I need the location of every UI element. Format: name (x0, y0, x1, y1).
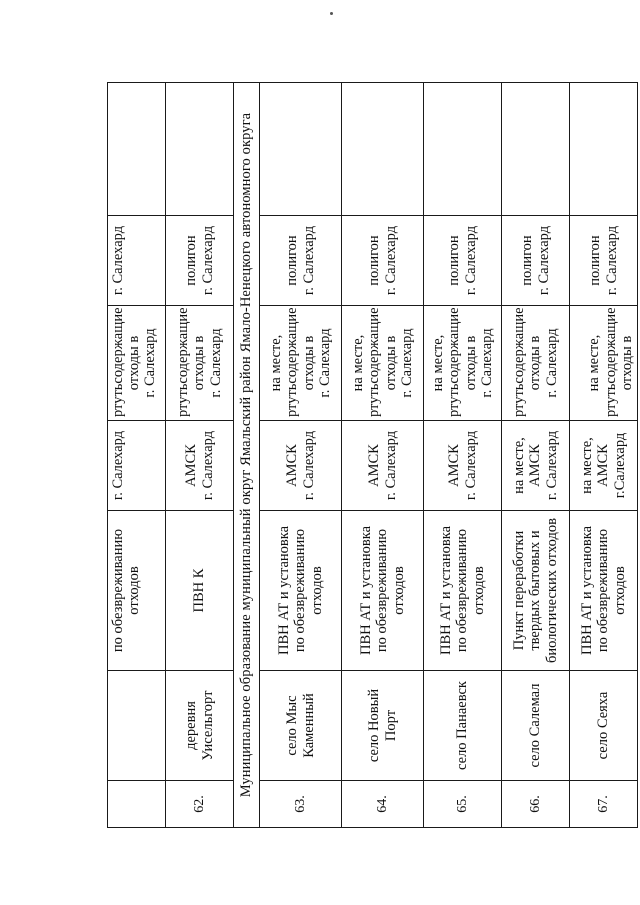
disposal-cell: полигон г. Салехард (502, 216, 570, 306)
object-cell: по обезвреживанию отходов (108, 511, 166, 671)
object-cell: Пункт переработки твердых бытовых и биологических отходов (502, 511, 570, 671)
row-number: 62. (166, 781, 234, 828)
transport-cell: на месте, АМСК г.Салехард (570, 421, 638, 511)
disposal-cell: полигон г. Салехард (166, 216, 234, 306)
row-number: 66. (502, 781, 570, 828)
waste-facilities-table (107, 82, 638, 828)
transport-cell: АМСК г. Салехард (424, 421, 502, 511)
object-cell: ПВН К (166, 511, 234, 671)
locality-cell: село Панаевск (424, 671, 502, 781)
row-number: 64. (342, 781, 424, 828)
page-dot (330, 12, 333, 15)
transport-cell: г. Салехард (108, 421, 166, 511)
table-row (570, 83, 638, 828)
hazard-cell: на месте, ртутьсодержащие отходы в г. Салехард (260, 306, 342, 421)
object-cell: ПВН АТ и установка по обезвреживанию отходов (342, 511, 424, 671)
table-row (108, 83, 166, 828)
locality-cell: село Новый Порт (342, 671, 424, 781)
locality-cell (108, 671, 166, 781)
locality-cell: село Салемал (502, 671, 570, 781)
table-row (502, 83, 570, 828)
object-cell: ПВН АТ и установка по обезвреживанию отходов (260, 511, 342, 671)
row-number: 63. (260, 781, 342, 828)
locality-cell: село Сеяха (570, 671, 638, 781)
hazard-cell: на месте, ртутьсодержащие отходы в г. Салехард (424, 306, 502, 421)
hazard-cell: ртутьсодержащие отходы в г. Салехард (166, 306, 234, 421)
disposal-cell: полигон г. Салехард (342, 216, 424, 306)
extra-cell (108, 83, 166, 216)
extra-cell (570, 83, 638, 216)
extra-cell (342, 83, 424, 216)
table-row (424, 83, 502, 828)
disposal-cell: полигон г. Салехард (570, 216, 638, 306)
hazard-cell: ртутьсодержащие отходы в г. Салехард (108, 306, 166, 421)
object-cell: ПВН АТ и установка по обезвреживанию отходов (570, 511, 638, 671)
extra-cell (502, 83, 570, 216)
row-number: 65. (424, 781, 502, 828)
object-cell: ПВН АТ и установка по обезвреживанию отходов (424, 511, 502, 671)
locality-cell: село Мыс Каменный (260, 671, 342, 781)
transport-cell: на месте, АМСК г. Салехард (502, 421, 570, 511)
rotated-table-wrapper (107, 83, 635, 828)
disposal-cell: полигон г. Салехард (424, 216, 502, 306)
extra-cell (260, 83, 342, 216)
row-number (108, 781, 166, 828)
locality-cell: деревня Уисельгорт (166, 671, 234, 781)
row-number: 67. (570, 781, 638, 828)
transport-cell: АМСК г. Салехард (260, 421, 342, 511)
hazard-cell: на месте, ртутьсодержащие отходы в г. Салехард (342, 306, 424, 421)
disposal-cell: г. Салехард (108, 216, 166, 306)
section-row (234, 83, 260, 828)
table-row (166, 83, 234, 828)
hazard-cell: на месте, ртутьсодержащие отходы в (570, 306, 638, 421)
extra-cell (424, 83, 502, 216)
hazard-cell: ртутьсодержащие отходы в г. Салехард (502, 306, 570, 421)
section-title: Муниципальное образование муниципальный округ Ямальский район Ямало-Ненецкого автономного округа (234, 83, 260, 828)
table-row (342, 83, 424, 828)
table-row (260, 83, 342, 828)
transport-cell: АМСК г. Салехард (166, 421, 234, 511)
transport-cell: АМСК г. Салехард (342, 421, 424, 511)
extra-cell (166, 83, 234, 216)
disposal-cell: полигон г. Салехард (260, 216, 342, 306)
